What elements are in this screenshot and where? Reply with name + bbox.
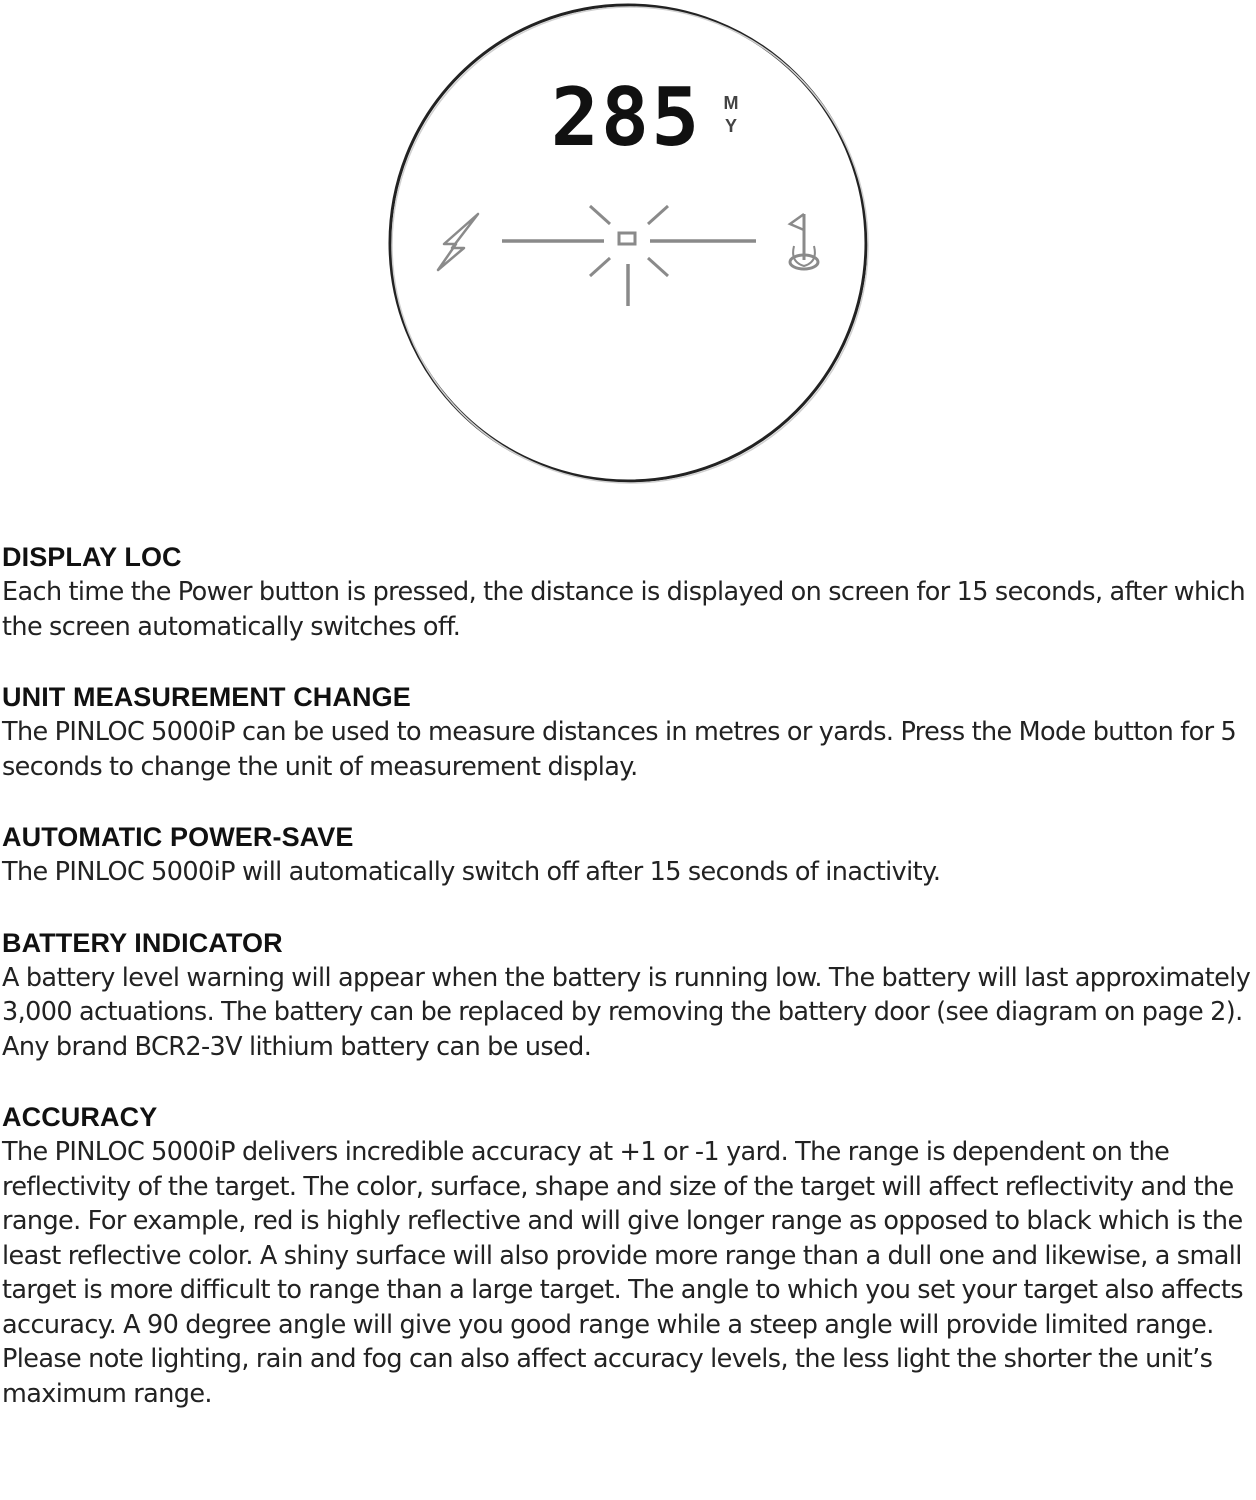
section-battery-indicator — [2, 926, 1254, 1065]
section-title: AUTOMATIC POWER-SAVE — [2, 822, 354, 852]
section-title: UNIT MEASUREMENT CHANGE — [2, 682, 411, 712]
distance-readout: 285 — [550, 71, 702, 164]
manual-text-content — [2, 540, 1254, 1447]
section-automatic-power-save — [2, 820, 1254, 890]
section-body: Each time the Power button is pressed, the distance is displayed on screen for 15 seconds, after which the screen automatically switches off. — [2, 577, 1246, 642]
section-display-loc — [2, 540, 1254, 644]
section-title: ACCURACY — [2, 1102, 158, 1132]
section-unit-measurement-change — [2, 680, 1254, 784]
viewfinder-diagram — [386, 0, 870, 490]
section-title: DISPLAY LOC — [2, 542, 182, 572]
section-body: The PINLOC 5000iP can be used to measure distances in metres or yards. Press the Mode button for 5 seconds to change the unit of measurement display. — [2, 717, 1237, 782]
section-body: A battery level warning will appear when the battery is running low. The battery will last approximately 3,000 actuations. The battery can be replaced by removing the battery door (see diagram on page 2). Any brand BCR2-3V lithium battery can be used. — [2, 962, 1251, 1062]
section-body: The PINLOC 5000iP will automatically switch off after 15 seconds of inactivity. — [2, 857, 941, 887]
unit-metres-indicator: M — [723, 93, 739, 113]
rangefinder-viewfinder — [386, 0, 870, 490]
section-body: The PINLOC 5000iP delivers incredible accuracy at +1 or -1 yard. The range is dependent on the reflectivity of the target. The color, surface, shape and size of the target will affect reflectivity and the range. For example, red is highly reflective and will give longer range as opposed to black which is the least reflective color. A shiny surface will also provide more range than a dull one and likewise, a small target is more difficult to range than a large target. The angle to which you set your target also affects accuracy. A 90 degree angle will give you good range while a steep angle will provide limited range. Please note lighting, rain and fog can also affect accuracy levels, the less light the shorter the unit’s maximum range. — [2, 1137, 1243, 1409]
section-title: BATTERY INDICATOR — [2, 927, 283, 958]
unit-yards-indicator: Y — [724, 116, 738, 136]
section-accuracy — [2, 1100, 1254, 1411]
